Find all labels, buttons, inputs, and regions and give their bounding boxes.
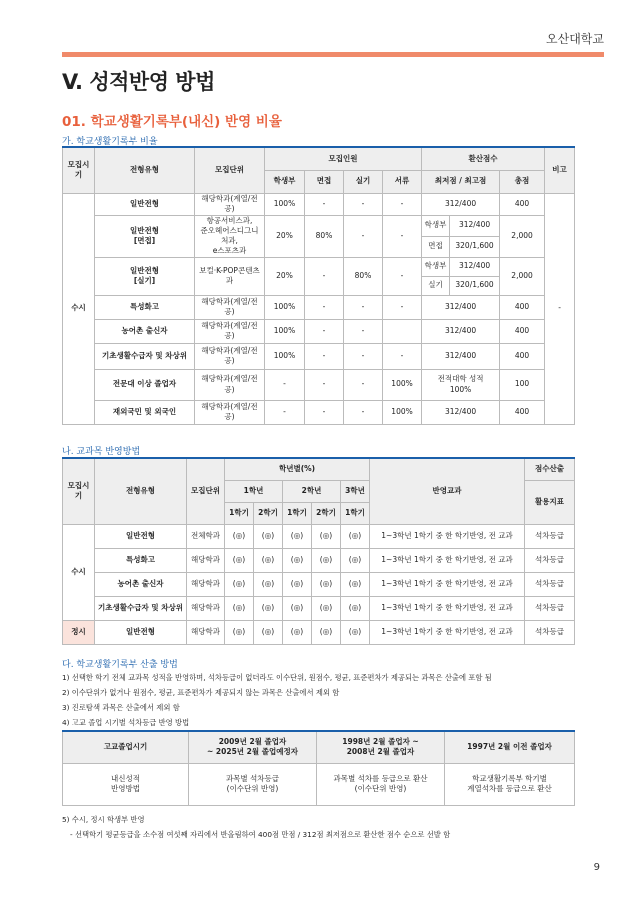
cell-type: 기초생활수급자 및 차상위	[95, 596, 187, 620]
cell-interview: 80%	[305, 215, 344, 257]
th-grade-2: 2학년	[283, 480, 341, 502]
th-graduation-period: 고교졸업시기	[63, 731, 189, 763]
cell-practical: -	[344, 343, 383, 369]
th-period: 모집시기	[63, 458, 95, 524]
cell-mark: (◎)	[312, 596, 341, 620]
th-period-2009: 2009년 2월 졸업자 ~ 2025년 2월 졸업예정자	[189, 731, 317, 763]
th-type: 전형유형	[95, 458, 187, 524]
cell-mark: (◎)	[341, 572, 370, 596]
cell-practical: -	[344, 319, 383, 343]
cell-rec: -	[265, 400, 305, 424]
cell-subjects: 1~3학년 1학기 중 한 학기반영, 전 교과	[370, 524, 525, 548]
cell-subjects: 1~3학년 1학기 중 한 학기반영, 전 교과	[370, 620, 525, 644]
cell-type: 특성화고	[95, 295, 195, 319]
cell-unit: 해당학과	[187, 620, 225, 644]
cell-mark: (◎)	[254, 596, 283, 620]
cell-rec: 100%	[265, 319, 305, 343]
cell-practical: -	[344, 193, 383, 215]
th-type: 전형유형	[95, 147, 195, 193]
cell-total: 400	[500, 400, 545, 424]
cell-mark: (◎)	[225, 524, 254, 548]
cell-indicator: 석차등급	[525, 524, 575, 548]
th-score-calc: 점수산출	[525, 458, 575, 480]
cell-type: 일반전형 [실기]	[95, 257, 195, 295]
th-score: 환산점수	[422, 147, 545, 170]
cell-minmax: 전적대학 성적 100%	[422, 369, 500, 400]
cell-indicator: 석차등급	[525, 548, 575, 572]
cell-rec: 20%	[265, 257, 305, 295]
cell-unit: 해당학과(계열/전공)	[195, 319, 265, 343]
university-name: 오산대학교	[546, 32, 604, 46]
th-semester-1: 1학기	[283, 502, 312, 524]
cell-practical: 80%	[344, 257, 383, 295]
cell-mark: (◎)	[254, 524, 283, 548]
cell-method: 과목별 석차를 등급으로 환산 (이수단위 반영)	[317, 763, 445, 805]
cell-type: 일반전형	[95, 193, 195, 215]
cell-mark: (◎)	[341, 524, 370, 548]
th-note: 비고	[545, 147, 575, 193]
cell-indicator: 석차등급	[525, 620, 575, 644]
cell-type: 농어촌 출신자	[95, 572, 187, 596]
cell-practical: -	[344, 215, 383, 257]
cell-docs: -	[383, 295, 422, 319]
cell-mark: (◎)	[341, 620, 370, 644]
cell-type: 특성화고	[95, 548, 187, 572]
cell-type: 재외국민 및 외국인	[95, 400, 195, 424]
cell-practical: -	[344, 400, 383, 424]
cell-subjects: 1~3학년 1학기 중 한 학기반영, 전 교과	[370, 596, 525, 620]
cell-practical: -	[344, 369, 383, 400]
cell-unit: 항공서비스과, 준오헤어스디그니처과, e스포츠과	[195, 215, 265, 257]
cell-unit: 해당학과(계열/전공)	[195, 193, 265, 215]
cell-total: 2,000	[500, 215, 545, 257]
note-line: 2) 이수단위가 없거나 원점수, 평균, 표준편차가 제공되지 않는 과목은 산출에서 제외 함	[62, 688, 340, 697]
cell-mark: (◎)	[225, 596, 254, 620]
cell-docs: 100%	[383, 369, 422, 400]
cell-type: 일반전형	[95, 620, 187, 644]
th-indicator: 활용지표	[525, 480, 575, 524]
th-semester-2: 2학기	[254, 502, 283, 524]
cell-docs: -	[383, 215, 422, 257]
cell-interview: -	[305, 295, 344, 319]
th-subjects: 반영교과	[370, 458, 525, 524]
th-docs: 서류	[383, 170, 422, 193]
th-total: 총점	[500, 170, 545, 193]
page-title: V. 성적반영 방법	[62, 70, 215, 94]
cell-mark: (◎)	[283, 572, 312, 596]
subject-method-table	[62, 457, 575, 645]
th-semester-1: 1학기	[225, 502, 254, 524]
cell-mark: (◎)	[341, 548, 370, 572]
cell-type: 농어촌 출신자	[95, 319, 195, 343]
cell-mark: (◎)	[312, 572, 341, 596]
note-line: 1) 선택한 학기 전체 교과목 성적을 반영하며, 석차등급이 없더라도 이수단위, 원점수, 평균, 표준편차가 제공되는 과목은 산출에 포함 됨	[62, 673, 492, 682]
cell-subvalue: 320/1,600	[450, 276, 500, 295]
cell-method: 학교생활기록부 학기별 계열석차를 등급으로 환산	[445, 763, 575, 805]
record-ratio-table	[62, 146, 575, 425]
cell-interview: -	[305, 369, 344, 400]
cell-interview: -	[305, 257, 344, 295]
note-line: 5) 수시, 정시 학생부 반영	[62, 815, 145, 824]
cell-mark: (◎)	[225, 620, 254, 644]
cell-docs: -	[383, 193, 422, 215]
cell-unit: 해당학과(계열/전공)	[195, 369, 265, 400]
cell-minmax: 312/400	[422, 400, 500, 424]
cell-minmax: 312/400	[422, 343, 500, 369]
subsection-a-title: 가. 학교생활기록부 비율	[62, 137, 158, 147]
cell-mark: (◎)	[225, 548, 254, 572]
cell-interview: -	[305, 400, 344, 424]
cell-unit: 해당학과(계열/전공)	[195, 295, 265, 319]
subsection-c-title: 다. 학교생활기록부 산출 방법	[62, 660, 178, 670]
cell-total: 100	[500, 369, 545, 400]
cell-sublabel: 실기	[422, 276, 450, 295]
cell-mark: (◎)	[254, 620, 283, 644]
th-period-1998: 1998년 2월 졸업자 ~ 2008년 2월 졸업자	[317, 731, 445, 763]
cell-period-jeongsi: 정시	[63, 620, 95, 644]
th-minmax: 최저점 / 최고점	[422, 170, 500, 193]
cell-mark: (◎)	[283, 620, 312, 644]
cell-period: 수시	[63, 524, 95, 620]
cell-mark: (◎)	[283, 596, 312, 620]
cell-unit: 보컬·K-POP콘텐츠과	[195, 257, 265, 295]
cell-total: 400	[500, 343, 545, 369]
cell-interview: -	[305, 193, 344, 215]
cell-mark: (◎)	[254, 548, 283, 572]
th-quota: 모집인원	[265, 147, 422, 170]
cell-sublabel: 면접	[422, 236, 450, 257]
cell-period: 수시	[63, 193, 95, 424]
cell-rec: 100%	[265, 193, 305, 215]
cell-total: 2,000	[500, 257, 545, 295]
cell-minmax: 312/400	[422, 295, 500, 319]
note-line: 3) 진로탐색 과목은 산출에서 제외 함	[62, 703, 180, 712]
cell-interview: -	[305, 343, 344, 369]
cell-unit: 전체학과	[187, 524, 225, 548]
cell-subjects: 1~3학년 1학기 중 한 학기반영, 전 교과	[370, 548, 525, 572]
th-by-grade: 학년별(%)	[225, 458, 370, 480]
cell-docs: 100%	[383, 400, 422, 424]
cell-sublabel: 학생부	[422, 257, 450, 276]
cell-unit: 해당학과	[187, 572, 225, 596]
cell-unit: 해당학과(계열/전공)	[195, 400, 265, 424]
cell-mark: (◎)	[312, 548, 341, 572]
cell-method-label: 내신성적 반영방법	[63, 763, 189, 805]
th-grade-3: 3학년	[341, 480, 370, 502]
cell-docs: -	[383, 343, 422, 369]
cell-rec: -	[265, 369, 305, 400]
cell-unit: 해당학과	[187, 596, 225, 620]
th-grade-1: 1학년	[225, 480, 283, 502]
cell-docs	[383, 319, 422, 343]
cell-rec: 100%	[265, 343, 305, 369]
th-practical: 실기	[344, 170, 383, 193]
cell-indicator: 석차등급	[525, 572, 575, 596]
cell-minmax: 312/400	[422, 193, 500, 215]
th-unit: 모집단위	[195, 147, 265, 193]
cell-practical: -	[344, 295, 383, 319]
cell-unit: 해당학과(계열/전공)	[195, 343, 265, 369]
cell-type: 일반전형 [면접]	[95, 215, 195, 257]
cell-minmax: 312/400	[422, 319, 500, 343]
cell-mark: (◎)	[283, 548, 312, 572]
cell-total: 400	[500, 295, 545, 319]
cell-indicator: 석차등급	[525, 596, 575, 620]
th-rec: 학생부	[265, 170, 305, 193]
cell-subvalue: 312/400	[450, 215, 500, 236]
cell-method: 과목별 석차등급 (이수단위 반영)	[189, 763, 317, 805]
cell-rec: 20%	[265, 215, 305, 257]
th-period-1997: 1997년 2월 이전 졸업자	[445, 731, 575, 763]
cell-total: 400	[500, 193, 545, 215]
subsection-b-title: 나. 교과목 반영방법	[62, 447, 141, 457]
th-semester-1: 1학기	[341, 502, 370, 524]
cell-mark: (◎)	[254, 572, 283, 596]
cell-subvalue: 312/400	[450, 257, 500, 276]
cell-mark: (◎)	[341, 596, 370, 620]
cell-docs: -	[383, 257, 422, 295]
cell-type: 일반전형	[95, 524, 187, 548]
cell-total: 400	[500, 319, 545, 343]
cell-type: 기초생활수급자 및 차상위	[95, 343, 195, 369]
cell-type: 전문대 이상 졸업자	[95, 369, 195, 400]
cell-note: -	[545, 193, 575, 424]
cell-mark: (◎)	[312, 524, 341, 548]
cell-sublabel: 학생부	[422, 215, 450, 236]
cell-rec: 100%	[265, 295, 305, 319]
note-line: - 선택학기 평균등급을 소수점 여섯째 자리에서 반올림하여 400점 만점 / 312점 최저점으로 환산한 점수 순으로 선발 함	[70, 830, 451, 839]
section-title: 01. 학교생활기록부(내신) 반영 비율	[62, 114, 282, 130]
th-period: 모집시기	[63, 147, 95, 193]
cell-mark: (◎)	[312, 620, 341, 644]
note-line: 4) 고교 졸업 시기별 석차등급 반영 방법	[62, 718, 190, 727]
header-accent-bar	[62, 52, 604, 57]
cell-unit: 해당학과	[187, 548, 225, 572]
cell-subvalue: 320/1,600	[450, 236, 500, 257]
cell-mark: (◎)	[225, 572, 254, 596]
cell-interview: -	[305, 319, 344, 343]
cell-mark: (◎)	[283, 524, 312, 548]
th-interview: 면접	[305, 170, 344, 193]
page-number: 9	[593, 862, 600, 873]
graduation-period-table	[62, 730, 575, 806]
cell-subjects: 1~3학년 1학기 중 한 학기반영, 전 교과	[370, 572, 525, 596]
th-unit: 모집단위	[187, 458, 225, 524]
th-semester-2: 2학기	[312, 502, 341, 524]
